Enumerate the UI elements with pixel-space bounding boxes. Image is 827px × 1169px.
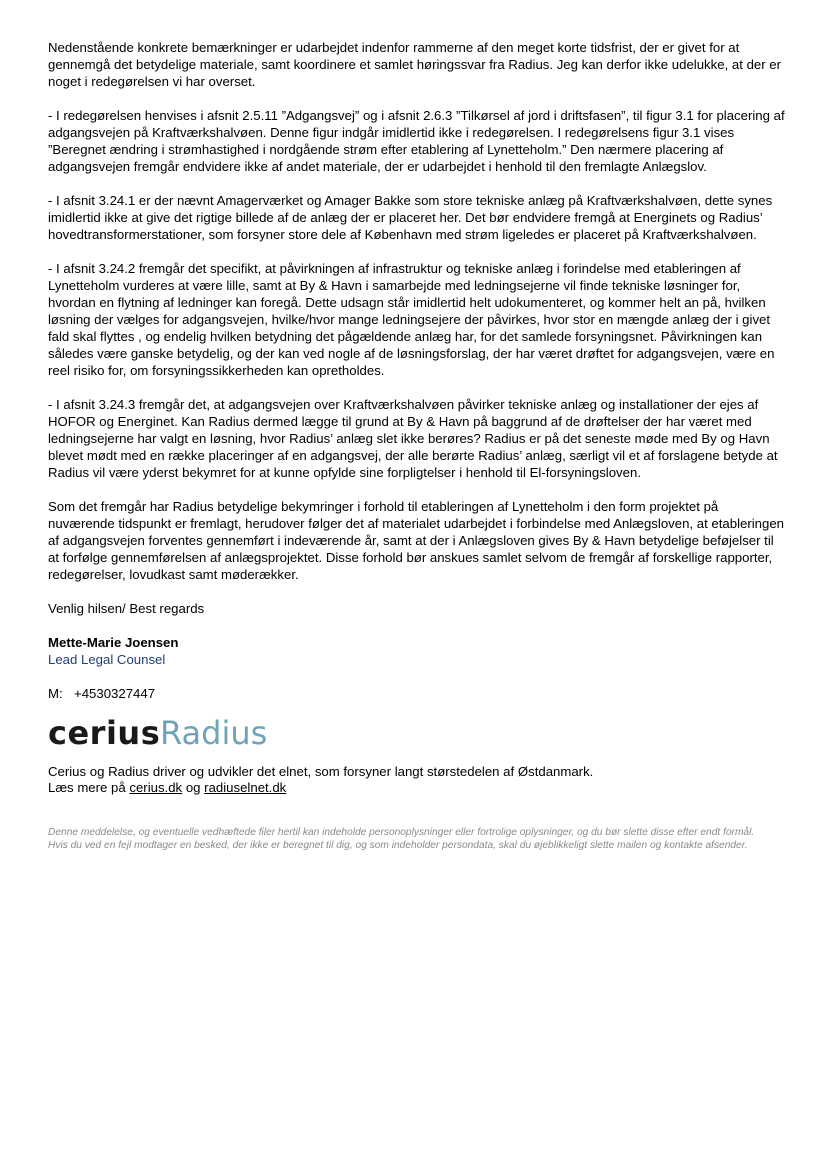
cerius-link[interactable]: cerius.dk bbox=[129, 780, 183, 795]
phone-label: M: bbox=[48, 686, 63, 701]
footer-prefix: Læs mere på bbox=[48, 780, 126, 795]
logo-graphic bbox=[48, 714, 293, 750]
logo-cerius-text: cerius bbox=[48, 714, 161, 750]
paragraph-3-24-3: - I afsnit 3.24.3 fremgår det, at adgangsvejen over Kraftværkshalvøen påvirker tekniske anlæg og installationer der ejes af HOFOR og Energinet. Kan Radius dermed lægge til grund at By & Havn på baggrund af de drøftelser der har været med ledningsejerne har valgt en løsning, hvor Radius’ anlæg slet ikke berøres? Radius er på det seneste møde med By og Havn blevet mødt med en række placeringer af en adgangsvej, der alle berørte Radius’ anlæg, særligt vil et af forslagene betyde at Radius vil være yderst bekymret for at kunne opfylde sine forpligtelser i henhold til El-forsyningsloven. bbox=[48, 397, 778, 480]
footer-links bbox=[48, 780, 788, 796]
phone-number[interactable]: +4530327447 bbox=[74, 686, 156, 701]
radiuselnet-link[interactable]: radiuselnet.dk bbox=[204, 780, 287, 795]
paragraph-adgangsvej: - I redegørelsen henvises i afsnit 2.5.11 ”Adgangsvej” og i afsnit 2.6.3 ”Tilkørsel af jord i driftsfasen”, til figur 3.1 for placering af adgangsvejen på Kraftværkshalvøen. Denne figur indgår imidlertid ikke i redegørelsen. I redegørelsens figur 3.1 vises ”Beregnet ændring i strømhastighed i nordgående strøm efter etablering af Lynetteholm.” Den nærmere placering af adgangsvejen fremgår endvidere ikke af andet materiale, der er udarbejdet i henhold til den fremlagte Anlægslov. bbox=[48, 108, 785, 174]
paragraph-conclusion: Som det fremgår har Radius betydelige bekymringer i forhold til etableringen af Lynetteholm i den form projektet på nuværende tidspunkt er fremlagt, herudover følger det af materialet udarbejdet i forbindelse med Anlægsloven, at etableringen af adgangsvejen forventes gennemført i indeværende år, samt at der i Anlægsloven gives By & Havn betydelige beføjelser til at forfølge gennemførelsen af anlægsprojektet. Disse forhold bør anskues samlet selvom de fremgår af forskellige rapporter, redegørelser, lovudkast samt møderækker. bbox=[48, 499, 784, 582]
privacy-disclaimer bbox=[48, 826, 788, 852]
paragraph-3-24-2: - I afsnit 3.24.2 fremgår det specifikt, at påvirkningen af infrastruktur og tekniske anlæg i forindelse med etableringen af Lynetteholm vurderes at være lille, samt at By & Havn i samarbejde med ledningsejerne vil finde tekniske løsninger for, hvordan en flytning af ledninger kan foregå. Dette udsagn står imidlertid helt udokumenteret, og kommer helt an på, hvilken løsning der vælges for adgangsvejen, hvilke/hvor mange ledningsejere der påvirkes, hvor stor en mængde anlæg der i givet fald skal flyttes , og endelig hvilken betydning det pågældende anlæg har, for det samlede forsyningsnet. Påvirkningen kan således være ganske betydelig, og der kan ved nogle af de løsningsforslag, der har været drøftet for adgangsvejen, være en reel risiko for, om forsyningssikkerheden kan opretholdes. bbox=[48, 261, 775, 378]
footer-mid: og bbox=[185, 780, 201, 795]
logo-radius-text: Radius bbox=[160, 714, 268, 750]
disclaimer-text-2: Hvis du ved en fejl modtager en besked, der ikke er beregnet til dig, og som indeholder persondata, skal du øjeblikkeligt slette mailen og kontakte afsender. bbox=[48, 840, 748, 851]
signature-phone bbox=[48, 685, 788, 702]
email-body bbox=[48, 39, 788, 852]
disclaimer-text-1: Denne meddelelse, og eventuelle vedhæftede filer hertil kan indeholde personoplysninger eller fortrolige oplysninger, og du bør slette disse efter endt formål. bbox=[48, 827, 755, 838]
greeting: Venlig hilsen/ Best regards bbox=[48, 601, 205, 616]
signature-title: Lead Legal Counsel bbox=[48, 652, 166, 667]
cerius-radius-logo bbox=[48, 710, 788, 750]
paragraph-intro: Nedenstående konkrete bemærkninger er udarbejdet indenfor rammerne af den meget korte tidsfrist, der er givet for at gennemgå det betydelige materiale, samt koordinere et samlet høringssvar fra Radius. Jeg kan derfor ikke udelukke, at der er noget i redegørelsen vi har overset. bbox=[48, 40, 782, 89]
company-footer bbox=[48, 764, 788, 796]
paragraph-3-24-1: - I afsnit 3.24.1 er der nævnt Amagerværket og Amager Bakke som store tekniske anlæg på Kraftværkshalvøen, dette synes imidlertid ikke at give det rigtige billede af de anlæg der er placeret her. Det bør endvidere fremgå at Energinets og Radius’ hovedtransformerstationer, som forsyner store dele af København med strøm ligeledes er placeret på Kraftværkshalvøen. bbox=[48, 193, 773, 242]
footer-description: Cerius og Radius driver og udvikler det elnet, som forsyner langt størstedelen af Østdanmark. bbox=[48, 764, 594, 779]
signature-name: Mette-Marie Joensen bbox=[48, 635, 179, 650]
